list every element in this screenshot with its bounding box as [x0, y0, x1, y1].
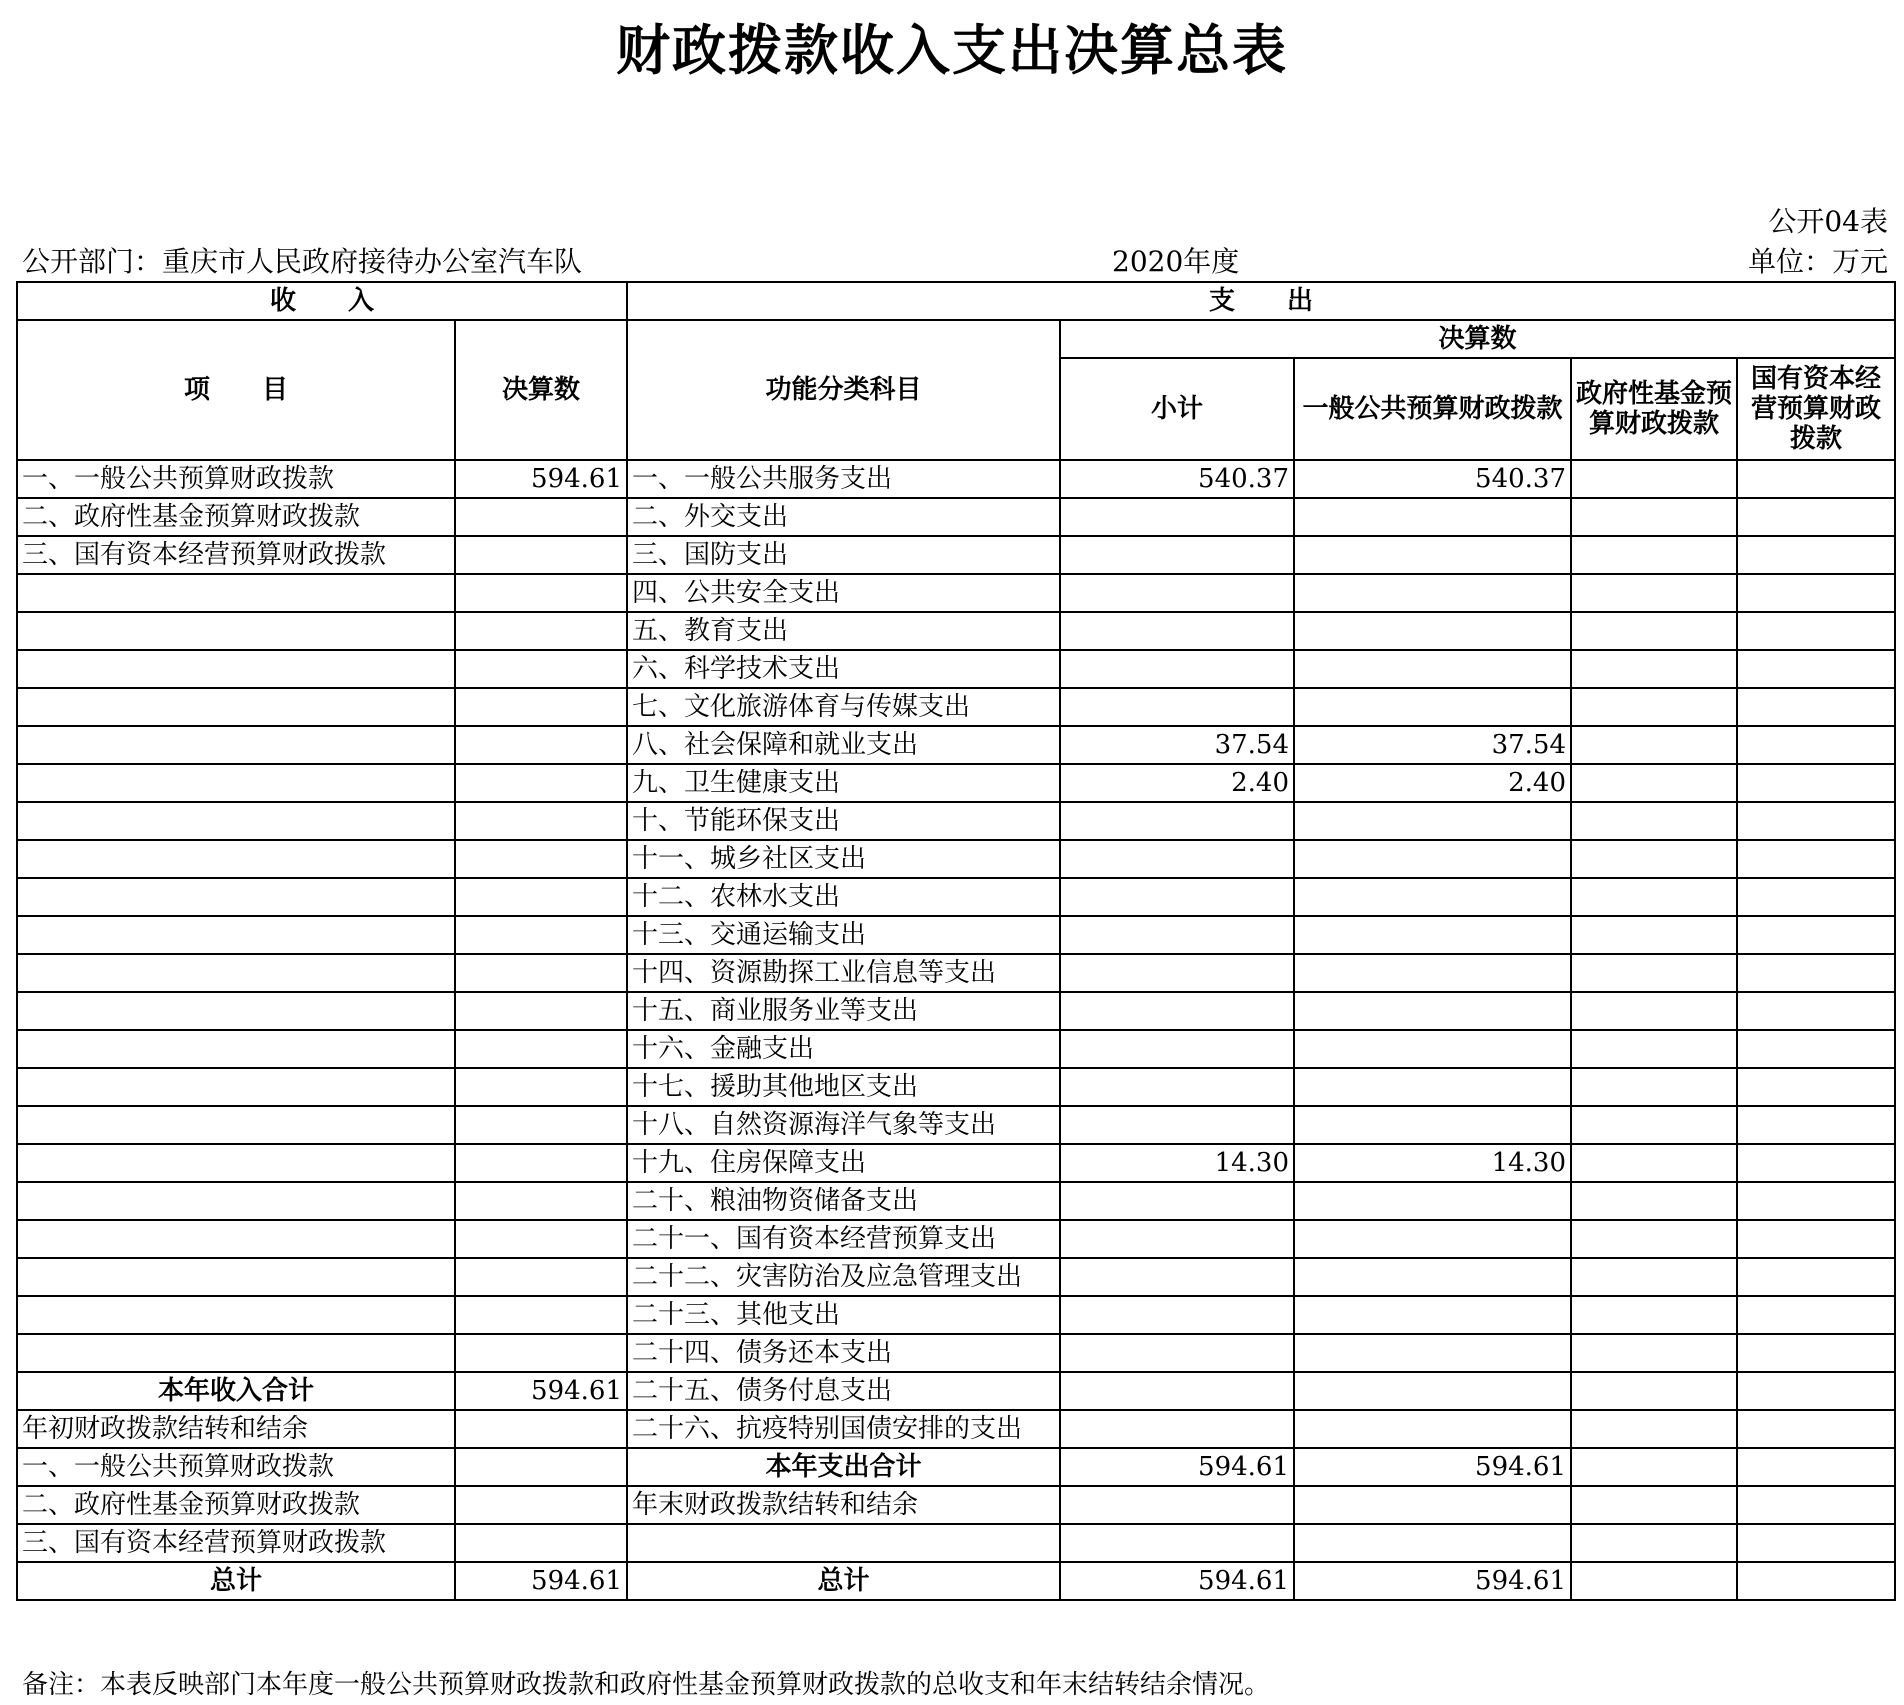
subtotal-cell — [1060, 878, 1294, 916]
income-amount-cell — [455, 1410, 627, 1448]
general-budget-cell — [1294, 992, 1571, 1030]
general-budget-cell: 2.40 — [1294, 764, 1571, 802]
state-capital-header: 国有资本经营预算财政拨款 — [1737, 358, 1895, 460]
general-budget-cell — [1294, 878, 1571, 916]
expense-item-cell: 二十四、债务还本支出 — [627, 1334, 1060, 1372]
income-item-cell — [17, 574, 455, 612]
income-amount-cell — [455, 1182, 627, 1220]
subtotal-cell: 14.30 — [1060, 1144, 1294, 1182]
gov-fund-cell — [1571, 954, 1737, 992]
income-item-cell — [17, 688, 455, 726]
income-amount-cell — [455, 650, 627, 688]
income-amount-cell — [455, 536, 627, 574]
income-amount-cell — [455, 764, 627, 802]
expense-item-cell: 总计 — [627, 1562, 1060, 1600]
subtotal-cell: 540.37 — [1060, 460, 1294, 498]
income-amount-cell — [455, 1220, 627, 1258]
income-item-cell — [17, 1182, 455, 1220]
income-header: 收 入 — [17, 282, 627, 320]
table-row — [17, 1144, 1895, 1182]
gov-fund-cell — [1571, 1562, 1737, 1600]
state-capital-cell — [1737, 954, 1895, 992]
general-budget-cell — [1294, 1182, 1571, 1220]
table-row — [17, 574, 1895, 612]
amount-header: 决算数 — [455, 320, 627, 460]
general-budget-cell — [1294, 1106, 1571, 1144]
state-capital-cell — [1737, 726, 1895, 764]
general-budget-cell — [1294, 650, 1571, 688]
expense-item-cell: 九、卫生健康支出 — [627, 764, 1060, 802]
state-capital-cell — [1737, 1106, 1895, 1144]
subtotal-cell — [1060, 1334, 1294, 1372]
gov-fund-cell — [1571, 1068, 1737, 1106]
state-capital-cell — [1737, 1486, 1895, 1524]
table-row — [17, 1030, 1895, 1068]
gov-fund-cell — [1571, 802, 1737, 840]
income-amount-cell — [455, 688, 627, 726]
expense-item-cell: 一、一般公共服务支出 — [627, 460, 1060, 498]
income-amount-cell — [455, 916, 627, 954]
table-row — [17, 498, 1895, 536]
state-capital-cell — [1737, 1144, 1895, 1182]
subtotal-cell — [1060, 1524, 1294, 1562]
table-row — [17, 726, 1895, 764]
state-capital-cell — [1737, 1296, 1895, 1334]
function-subject-header: 功能分类科目 — [627, 320, 1060, 460]
gov-fund-cell — [1571, 1182, 1737, 1220]
income-item-cell: 年初财政拨款结转和结余 — [17, 1410, 455, 1448]
income-item-cell: 总计 — [17, 1562, 455, 1600]
gov-fund-cell — [1571, 726, 1737, 764]
table-row — [17, 688, 1895, 726]
general-budget-cell — [1294, 840, 1571, 878]
income-item-cell — [17, 954, 455, 992]
income-amount-cell — [455, 574, 627, 612]
table-row — [17, 1562, 1895, 1600]
subtotal-cell — [1060, 1220, 1294, 1258]
table-row — [17, 840, 1895, 878]
subtotal-cell — [1060, 650, 1294, 688]
subtotal-cell — [1060, 1030, 1294, 1068]
state-capital-cell — [1737, 1068, 1895, 1106]
income-amount-cell — [455, 612, 627, 650]
table-row — [17, 460, 1895, 498]
income-amount-cell — [455, 1296, 627, 1334]
gov-fund-cell — [1571, 916, 1737, 954]
subtotal-cell — [1060, 1068, 1294, 1106]
expense-header: 支 出 — [627, 282, 1895, 320]
general-budget-cell — [1294, 1258, 1571, 1296]
income-amount-cell — [455, 1448, 627, 1486]
subtotal-cell — [1060, 1182, 1294, 1220]
gov-fund-cell — [1571, 1220, 1737, 1258]
table-number: 公开04表 — [1768, 205, 1888, 238]
gov-fund-cell — [1571, 612, 1737, 650]
gov-fund-cell — [1571, 764, 1737, 802]
expense-item-cell: 二十、粮油物资储备支出 — [627, 1182, 1060, 1220]
general-budget-cell — [1294, 1486, 1571, 1524]
income-item-cell: 一、一般公共预算财政拨款 — [17, 460, 455, 498]
general-budget-cell — [1294, 1372, 1571, 1410]
state-capital-cell — [1737, 1524, 1895, 1562]
state-capital-cell — [1737, 1372, 1895, 1410]
general-budget-cell — [1294, 1410, 1571, 1448]
gov-fund-cell — [1571, 1372, 1737, 1410]
state-capital-cell — [1737, 498, 1895, 536]
general-budget-cell: 594.61 — [1294, 1448, 1571, 1486]
subtotal-cell — [1060, 992, 1294, 1030]
income-item-cell — [17, 1296, 455, 1334]
income-item-cell — [17, 1144, 455, 1182]
expense-item-cell: 十八、自然资源海洋气象等支出 — [627, 1106, 1060, 1144]
gov-fund-cell — [1571, 498, 1737, 536]
table-row — [17, 536, 1895, 574]
gov-fund-cell — [1571, 1410, 1737, 1448]
general-budget-cell — [1294, 612, 1571, 650]
income-amount-cell — [455, 1524, 627, 1562]
expense-item-cell: 二十六、抗疫特别国债安排的支出 — [627, 1410, 1060, 1448]
table-row — [17, 612, 1895, 650]
state-capital-cell — [1737, 650, 1895, 688]
income-item-cell: 本年收入合计 — [17, 1372, 455, 1410]
general-budget-cell: 540.37 — [1294, 460, 1571, 498]
state-capital-cell — [1737, 1182, 1895, 1220]
expense-item-cell: 十一、城乡社区支出 — [627, 840, 1060, 878]
expense-item-cell: 二十五、债务付息支出 — [627, 1372, 1060, 1410]
gov-fund-cell — [1571, 1334, 1737, 1372]
state-capital-cell — [1737, 764, 1895, 802]
gov-fund-cell — [1571, 1144, 1737, 1182]
general-budget-cell — [1294, 498, 1571, 536]
state-capital-cell — [1737, 460, 1895, 498]
general-budget-cell — [1294, 1334, 1571, 1372]
table-row — [17, 992, 1895, 1030]
footnote: 备注：本表反映部门本年度一般公共预算财政拨款和政府性基金预算财政拨款的总收支和年末结转结余情况。 — [22, 1670, 1271, 1700]
year-label: 2020年度 — [1112, 245, 1240, 278]
subtotal-cell — [1060, 498, 1294, 536]
income-item-cell — [17, 1220, 455, 1258]
gov-fund-header: 政府性基金预算财政拨款 — [1571, 358, 1737, 460]
state-capital-cell — [1737, 1562, 1895, 1600]
table-row — [17, 1220, 1895, 1258]
state-capital-cell — [1737, 916, 1895, 954]
gov-fund-cell — [1571, 878, 1737, 916]
income-amount-cell — [455, 992, 627, 1030]
expense-item-cell — [627, 1524, 1060, 1562]
general-budget-cell: 14.30 — [1294, 1144, 1571, 1182]
general-budget-header: 一般公共预算财政拨款 — [1294, 358, 1571, 460]
income-amount-cell — [455, 878, 627, 916]
subtotal-cell — [1060, 688, 1294, 726]
table-row — [17, 802, 1895, 840]
gov-fund-cell — [1571, 1030, 1737, 1068]
table-row — [17, 916, 1895, 954]
state-capital-cell — [1737, 1448, 1895, 1486]
table-row — [17, 1334, 1895, 1372]
subtotal-cell: 594.61 — [1060, 1562, 1294, 1600]
income-item-cell — [17, 612, 455, 650]
meta-line — [22, 240, 1888, 280]
general-budget-cell — [1294, 1524, 1571, 1562]
general-budget-cell — [1294, 1030, 1571, 1068]
income-item-cell — [17, 916, 455, 954]
subtotal-cell: 37.54 — [1060, 726, 1294, 764]
table-row — [17, 1372, 1895, 1410]
table-row — [17, 878, 1895, 916]
table-row — [17, 650, 1895, 688]
income-item-cell: 二、政府性基金预算财政拨款 — [17, 498, 455, 536]
table-row — [17, 954, 1895, 992]
gov-fund-cell — [1571, 1258, 1737, 1296]
final-amount-header: 决算数 — [1060, 320, 1895, 358]
subtotal-cell — [1060, 1106, 1294, 1144]
general-budget-cell — [1294, 1068, 1571, 1106]
income-item-cell — [17, 650, 455, 688]
income-item-cell — [17, 1106, 455, 1144]
table-row — [17, 1486, 1895, 1524]
income-amount-cell — [455, 1030, 627, 1068]
gov-fund-cell — [1571, 1106, 1737, 1144]
income-amount-cell: 594.61 — [455, 1562, 627, 1600]
expense-item-cell: 年末财政拨款结转和结余 — [627, 1486, 1060, 1524]
state-capital-cell — [1737, 1030, 1895, 1068]
state-capital-cell — [1737, 688, 1895, 726]
income-item-cell — [17, 1030, 455, 1068]
state-capital-cell — [1737, 1258, 1895, 1296]
state-capital-cell — [1737, 536, 1895, 574]
gov-fund-cell — [1571, 1448, 1737, 1486]
gov-fund-cell — [1571, 688, 1737, 726]
department-label: 公开部门：重庆市人民政府接待办公室汽车队 — [22, 245, 583, 278]
table-row — [17, 1068, 1895, 1106]
income-amount-cell: 594.61 — [455, 1372, 627, 1410]
income-amount-cell — [455, 954, 627, 992]
subtotal-cell — [1060, 536, 1294, 574]
gov-fund-cell — [1571, 574, 1737, 612]
general-budget-cell — [1294, 802, 1571, 840]
income-amount-cell — [455, 498, 627, 536]
income-item-cell: 二、政府性基金预算财政拨款 — [17, 1486, 455, 1524]
subtotal-cell — [1060, 802, 1294, 840]
expense-item-cell: 四、公共安全支出 — [627, 574, 1060, 612]
subtotal-cell — [1060, 574, 1294, 612]
subtotal-cell — [1060, 1258, 1294, 1296]
subtotal-cell: 2.40 — [1060, 764, 1294, 802]
income-item-cell: 一、一般公共预算财政拨款 — [17, 1448, 455, 1486]
table-row — [17, 1410, 1895, 1448]
income-item-cell — [17, 764, 455, 802]
expense-item-cell: 十四、资源勘探工业信息等支出 — [627, 954, 1060, 992]
income-item-cell — [17, 726, 455, 764]
income-item-cell — [17, 1258, 455, 1296]
state-capital-cell — [1737, 1410, 1895, 1448]
expense-item-cell: 三、国防支出 — [627, 536, 1060, 574]
state-capital-cell — [1737, 878, 1895, 916]
subtotal-header: 小计 — [1060, 358, 1294, 460]
subtotal-cell — [1060, 1372, 1294, 1410]
expense-item-cell: 五、教育支出 — [627, 612, 1060, 650]
table-row — [17, 1448, 1895, 1486]
income-item-cell — [17, 802, 455, 840]
subtotal-cell — [1060, 916, 1294, 954]
state-capital-cell — [1737, 992, 1895, 1030]
income-amount-cell — [455, 726, 627, 764]
subtotal-cell — [1060, 1296, 1294, 1334]
table-row — [17, 1106, 1895, 1144]
income-amount-cell — [455, 802, 627, 840]
table-row — [17, 1182, 1895, 1220]
table-row — [17, 1258, 1895, 1296]
expense-item-cell: 十九、住房保障支出 — [627, 1144, 1060, 1182]
income-item-cell — [17, 992, 455, 1030]
expense-item-cell: 二十二、灾害防治及应急管理支出 — [627, 1258, 1060, 1296]
state-capital-cell — [1737, 1220, 1895, 1258]
unit-label: 单位：万元 — [1747, 245, 1888, 278]
subtotal-cell: 594.61 — [1060, 1448, 1294, 1486]
income-item-cell — [17, 840, 455, 878]
expense-item-cell: 七、文化旅游体育与传媒支出 — [627, 688, 1060, 726]
table-row — [17, 1524, 1895, 1562]
expense-item-cell: 本年支出合计 — [627, 1448, 1060, 1486]
expense-item-cell: 二、外交支出 — [627, 498, 1060, 536]
general-budget-cell — [1294, 574, 1571, 612]
gov-fund-cell — [1571, 992, 1737, 1030]
income-amount-cell — [455, 1106, 627, 1144]
income-item-cell — [17, 1334, 455, 1372]
income-amount-cell — [455, 1144, 627, 1182]
subtotal-cell — [1060, 612, 1294, 650]
state-capital-cell — [1737, 802, 1895, 840]
expense-item-cell: 二十一、国有资本经营预算支出 — [627, 1220, 1060, 1258]
subtotal-cell — [1060, 1410, 1294, 1448]
income-item-cell — [17, 1068, 455, 1106]
expense-item-cell: 二十三、其他支出 — [627, 1296, 1060, 1334]
expense-item-cell: 十、节能环保支出 — [627, 802, 1060, 840]
income-item-cell: 三、国有资本经营预算财政拨款 — [17, 536, 455, 574]
state-capital-cell — [1737, 1334, 1895, 1372]
income-amount-cell — [455, 1486, 627, 1524]
income-amount-cell — [455, 1068, 627, 1106]
state-capital-cell — [1737, 612, 1895, 650]
income-amount-cell — [455, 1258, 627, 1296]
item-header: 项 目 — [17, 320, 455, 460]
general-budget-cell — [1294, 536, 1571, 574]
subtotal-cell — [1060, 954, 1294, 992]
state-capital-cell — [1737, 574, 1895, 612]
state-capital-cell — [1737, 840, 1895, 878]
gov-fund-cell — [1571, 650, 1737, 688]
expense-item-cell: 十五、商业服务业等支出 — [627, 992, 1060, 1030]
gov-fund-cell — [1571, 840, 1737, 878]
expense-item-cell: 十二、农林水支出 — [627, 878, 1060, 916]
expense-item-cell: 八、社会保障和就业支出 — [627, 726, 1060, 764]
table-row — [17, 764, 1895, 802]
general-budget-cell — [1294, 1296, 1571, 1334]
expense-item-cell: 十三、交通运输支出 — [627, 916, 1060, 954]
general-budget-cell — [1294, 688, 1571, 726]
income-item-cell: 三、国有资本经营预算财政拨款 — [17, 1524, 455, 1562]
income-amount-cell: 594.61 — [455, 460, 627, 498]
general-budget-cell: 37.54 — [1294, 726, 1571, 764]
income-amount-cell — [455, 1334, 627, 1372]
gov-fund-cell — [1571, 1296, 1737, 1334]
general-budget-cell: 594.61 — [1294, 1562, 1571, 1600]
gov-fund-cell — [1571, 1524, 1737, 1562]
expense-item-cell: 十六、金融支出 — [627, 1030, 1060, 1068]
income-amount-cell — [455, 840, 627, 878]
general-budget-cell — [1294, 916, 1571, 954]
table-row — [17, 1296, 1895, 1334]
gov-fund-cell — [1571, 536, 1737, 574]
budget-table — [16, 281, 1896, 1601]
subtotal-cell — [1060, 1486, 1294, 1524]
gov-fund-cell — [1571, 460, 1737, 498]
income-item-cell — [17, 878, 455, 916]
general-budget-cell — [1294, 954, 1571, 992]
expense-item-cell: 十七、援助其他地区支出 — [627, 1068, 1060, 1106]
subtotal-cell — [1060, 840, 1294, 878]
page-title: 财政拨款收入支出决算总表 — [616, 19, 1288, 82]
gov-fund-cell — [1571, 1486, 1737, 1524]
general-budget-cell — [1294, 1220, 1571, 1258]
expense-item-cell: 六、科学技术支出 — [627, 650, 1060, 688]
